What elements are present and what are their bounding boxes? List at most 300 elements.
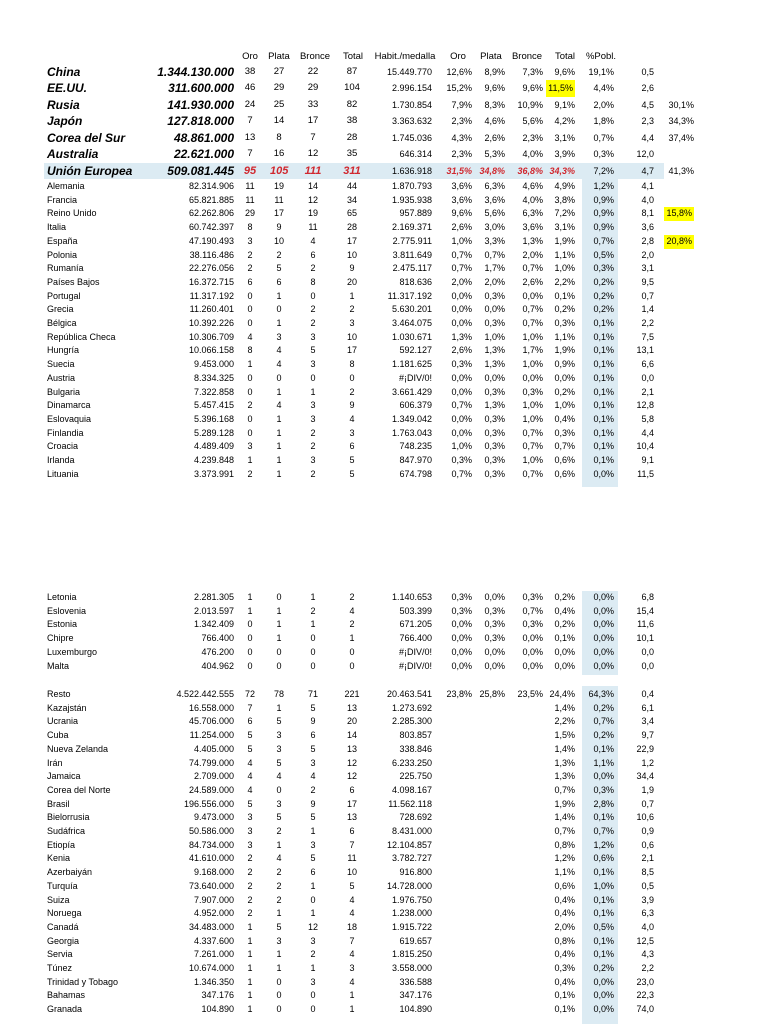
table-row [0, 989, 768, 1003]
bronze-count: 5 [310, 345, 316, 356]
bronze-count: 5 [310, 743, 316, 754]
gold-count: 0 [247, 660, 253, 671]
population: 38.116.486 [189, 249, 234, 260]
country-name: Reino Unido [47, 208, 97, 219]
table-row [0, 454, 768, 468]
ratio: 2,1 [641, 386, 654, 397]
gold-count: 1 [247, 359, 253, 370]
bronze-count: 2 [310, 304, 316, 315]
ratio: 11,5 [637, 468, 654, 479]
pct-population: 0,1% [593, 400, 614, 411]
pct-total: 4,9% [554, 181, 575, 191]
inhabitants-per-medal: 6.233.250 [391, 757, 432, 768]
population: 7.261.000 [193, 949, 234, 960]
country-name: Trinidad y Tobago [47, 976, 119, 987]
inhabitants-per-medal: 347.176 [399, 990, 432, 1001]
population: 65.821.885 [188, 194, 234, 205]
pct-population: 19,1% [588, 67, 614, 77]
pct-population: 0,1% [593, 935, 614, 946]
country-name: Croacia [47, 441, 79, 452]
inhabitants-per-medal: 2.169.371 [391, 222, 432, 233]
pct-total: 9,1% [554, 100, 575, 110]
gold-count: 2 [247, 880, 253, 891]
gold-count: 2 [247, 894, 253, 905]
total-count: 9 [349, 400, 355, 411]
silver-count: 3 [276, 331, 282, 342]
country-name: Irán [47, 757, 63, 768]
table-row [0, 399, 768, 413]
pct-total: 0,7% [554, 784, 575, 795]
country-name: España [47, 235, 78, 246]
pct-total: 1,9% [554, 235, 575, 246]
total-count: 12 [346, 757, 357, 768]
pct-total: 0,4% [554, 908, 575, 919]
inhabitants-per-medal: 2.285.300 [391, 716, 432, 727]
bronze-count: 1 [310, 386, 316, 397]
table-row [0, 935, 768, 949]
inhabitants-per-medal: 3.464.075 [391, 318, 432, 328]
ratio: 6,6 [641, 359, 654, 370]
total-count: 7 [349, 839, 355, 850]
gold-count: 8 [247, 345, 253, 356]
pct-total: 11,5% [546, 80, 575, 97]
pct-silver: 8,9% [484, 67, 505, 77]
pct-silver: 0,3% [484, 455, 505, 465]
inhabitants-per-medal: 12.104.857 [386, 839, 432, 850]
pct-gold: 2,6% [451, 222, 472, 233]
pct-population: 0,0% [593, 646, 614, 657]
inhabitants-per-medal: 1.181.625 [391, 359, 432, 370]
inhabitants-per-medal: 957.889 [399, 208, 432, 219]
table-row [0, 632, 768, 646]
silver-count: 4 [276, 359, 282, 370]
inhabitants-per-medal: 1.273.692 [391, 702, 432, 713]
ratio: 2,3 [641, 116, 654, 126]
bronze-count: 12 [307, 194, 318, 205]
table-row [0, 303, 768, 317]
ratio: 10,1 [636, 633, 654, 644]
pct-total: 1,4% [554, 702, 575, 713]
pct-total: 0,1% [554, 633, 575, 644]
pct-total: 0,1% [554, 290, 575, 301]
total-count: 5 [349, 880, 355, 891]
bronze-count: 3 [310, 331, 316, 342]
silver-count: 78 [273, 689, 284, 699]
pct-population: 0,1% [593, 894, 614, 905]
table-row [0, 317, 768, 331]
population: 4.952.000 [193, 908, 234, 919]
header-pct-bronce: Bronce [511, 51, 543, 62]
total-count: 5 [349, 455, 355, 465]
country-name: Resto [47, 689, 71, 699]
silver-count: 0 [276, 976, 282, 987]
pct-total: 3,8% [554, 194, 575, 205]
silver-count: 1 [276, 619, 282, 630]
table-row [0, 729, 768, 743]
bronze-count: 2 [310, 949, 316, 960]
silver-count: 105 [270, 165, 289, 177]
gold-count: 72 [244, 689, 255, 699]
total-count: 14 [346, 730, 357, 741]
pct-gold: 0,7% [451, 400, 472, 411]
bronze-count: 7 [310, 132, 316, 143]
ratio: 2,6 [641, 83, 654, 93]
pct-population: 0,7% [593, 716, 614, 727]
inhabitants-per-medal: 14.728.000 [386, 880, 432, 891]
gold-count: 5 [247, 743, 253, 754]
total-count: 13 [346, 812, 357, 823]
inhabitants-per-medal: 748.235 [399, 441, 432, 452]
gold-count: 2 [247, 249, 253, 260]
bronze-count: 0 [310, 894, 316, 905]
inhabitants-per-medal: 15.449.770 [386, 67, 432, 77]
header-total: Total [342, 51, 364, 62]
silver-count: 27 [273, 66, 285, 77]
country-name: Nueva Zelanda [47, 743, 109, 754]
gold-count: 2 [247, 908, 253, 919]
pct-gold: 0,0% [451, 318, 472, 328]
total-count: 65 [346, 208, 357, 219]
bronze-count: 0 [310, 372, 316, 383]
inhabitants-per-medal: 1.730.854 [391, 100, 432, 110]
silver-count: 2 [276, 826, 282, 836]
ratio: 2,0 [641, 249, 654, 260]
ratio: 4,1 [641, 181, 654, 191]
bronze-count: 1 [310, 592, 316, 602]
country-name: Letonia [47, 592, 77, 602]
pct-total: 24,4% [549, 689, 575, 699]
silver-count: 29 [273, 82, 285, 93]
bronze-count: 1 [310, 963, 316, 973]
pct-population: 0,3% [593, 263, 614, 274]
gold-count: 11 [245, 194, 255, 205]
pct-silver: 6,3% [484, 181, 505, 191]
pct-population: 0,0% [593, 619, 614, 630]
table-row [0, 852, 768, 866]
inhabitants-per-medal: 1.745.036 [391, 133, 432, 143]
pct-population: 64,3% [588, 689, 614, 699]
pct-silver: 0,3% [484, 468, 505, 479]
ratio: 4,5 [641, 100, 654, 110]
population: 7.907.000 [193, 894, 234, 905]
inhabitants-per-medal: 20.463.541 [386, 689, 432, 699]
silver-count: 5 [276, 716, 282, 727]
bronze-count: 6 [310, 867, 316, 878]
population: 3.373.991 [193, 468, 234, 479]
silver-count: 6 [276, 276, 282, 287]
population: 24.589.000 [188, 784, 234, 795]
pct-total: 1,4% [554, 743, 575, 754]
silver-count: 1 [276, 468, 282, 479]
pct-population: 0,0% [593, 468, 614, 479]
silver-count: 0 [276, 372, 282, 383]
extra-pct: 20,8% [664, 235, 694, 249]
silver-count: 1 [276, 702, 282, 713]
gold-count: 1 [247, 949, 253, 960]
silver-count: 2 [276, 249, 282, 260]
pct-gold: 0,3% [451, 455, 472, 465]
table-row [0, 880, 768, 894]
pct-gold: 31,5% [446, 166, 472, 176]
pct-total: 0,2% [554, 386, 575, 397]
country-name: Bahamas [47, 990, 86, 1001]
table-row [0, 866, 768, 880]
total-count: 8 [349, 359, 355, 370]
country-name: Chipre [47, 633, 74, 644]
pct-bronze: 5,6% [522, 116, 543, 126]
pct-population: 0,9% [593, 194, 614, 205]
country-name: Italia [47, 222, 67, 233]
inhabitants-per-medal: 592.127 [399, 345, 432, 356]
silver-count: 19 [273, 181, 284, 191]
inhabitants-per-medal: #¡DIV/0! [398, 646, 432, 657]
ratio: 0,9 [641, 826, 654, 836]
table-row [0, 1003, 768, 1017]
bronze-count: 22 [307, 66, 319, 77]
pct-gold: 9,6% [451, 208, 472, 219]
extra-pct: 34,3% [668, 116, 694, 126]
ratio: 0,0 [641, 660, 654, 671]
pct-population: 0,5% [593, 249, 614, 260]
population: 10.392.226 [188, 318, 234, 328]
pct-total: 9,6% [554, 67, 575, 77]
ratio: 3,6 [641, 222, 654, 233]
bronze-count: 1 [310, 826, 316, 836]
population: 5.396.168 [193, 413, 234, 424]
gold-count: 29 [244, 208, 255, 219]
table-row [0, 413, 768, 427]
population: 11.254.000 [189, 730, 234, 741]
gold-count: 1 [247, 592, 253, 602]
table-row [0, 64, 768, 81]
inhabitants-per-medal: 3.558.000 [391, 963, 432, 973]
country-name: Finlandia [47, 427, 84, 438]
population: 4.337.600 [193, 935, 234, 946]
bronze-count: 1 [310, 880, 316, 891]
pct-silver: 0,3% [484, 619, 505, 630]
bronze-count: 3 [310, 839, 316, 850]
population: 5.289.128 [193, 427, 234, 438]
pct-silver: 3,3% [484, 235, 505, 246]
table-row [0, 770, 768, 784]
total-count: 6 [349, 826, 355, 836]
silver-count: 5 [276, 263, 282, 274]
pct-population: 0,2% [593, 702, 614, 713]
total-count: 6 [349, 441, 355, 452]
pct-population: 0,1% [593, 949, 614, 960]
ratio: 4,4 [641, 133, 654, 143]
country-name: Alemania [47, 181, 85, 191]
gold-count: 7 [247, 702, 253, 713]
pct-total: 1,0% [554, 400, 575, 411]
silver-count: 3 [276, 935, 282, 946]
table-row [0, 784, 768, 798]
ratio: 12,8 [636, 400, 654, 411]
pct-total: 2,2% [554, 276, 575, 287]
gold-count: 0 [247, 304, 253, 315]
silver-count: 2 [276, 880, 282, 891]
ratio: 4,0 [641, 194, 654, 205]
bronze-count: 0 [310, 646, 316, 657]
silver-count: 1 [276, 290, 282, 301]
population: 16.372.715 [188, 276, 234, 287]
silver-count: 4 [276, 771, 282, 782]
bronze-count: 2 [310, 605, 316, 616]
pct-population: 0,1% [593, 386, 614, 397]
silver-count: 4 [276, 345, 282, 356]
inhabitants-per-medal: 3.782.727 [391, 853, 432, 864]
pct-total: 0,6% [554, 468, 575, 479]
total-count: 1 [349, 990, 355, 1001]
ratio: 0,0 [641, 372, 654, 383]
ratio: 9,5 [641, 276, 654, 287]
inhabitants-per-medal: 11.562.118 [388, 798, 432, 809]
pct-gold: 0,7% [451, 249, 472, 260]
extra-pct: 15,8% [664, 207, 694, 221]
pct-population: 0,1% [593, 455, 614, 465]
table-row [0, 358, 768, 372]
pct-population: 0,1% [593, 908, 614, 919]
table-row [0, 618, 768, 632]
population: 141.930.000 [167, 98, 234, 112]
pct-silver: 0,0% [484, 304, 505, 315]
ratio: 0,4 [641, 689, 654, 699]
gold-count: 0 [247, 427, 253, 438]
pct-silver: 0,7% [484, 249, 505, 260]
silver-count: 1 [276, 386, 282, 397]
table-row [0, 331, 768, 345]
pct-population: 0,3% [593, 784, 614, 795]
silver-count: 3 [276, 798, 282, 809]
country-name: Brasil [47, 798, 70, 809]
bronze-count: 3 [310, 455, 316, 465]
silver-count: 11 [274, 194, 284, 205]
inhabitants-per-medal: 646.314 [399, 149, 432, 159]
country-name: Portugal [47, 290, 81, 301]
table-row [0, 276, 768, 290]
pct-bronze: 4,6% [522, 181, 543, 191]
pct-gold: 1,3% [451, 331, 472, 342]
pct-silver: 8,3% [484, 100, 505, 110]
pct-total: 0,4% [554, 894, 575, 905]
total-count: 0 [349, 372, 355, 383]
gold-count: 3 [247, 235, 253, 246]
inhabitants-per-medal: 3.363.632 [391, 116, 432, 126]
country-name: Ucrania [47, 716, 79, 727]
silver-count: 1 [276, 963, 282, 973]
gold-count: 2 [247, 400, 253, 411]
table-row [0, 825, 768, 839]
pct-total: 0,7% [554, 826, 575, 836]
silver-count: 0 [276, 660, 282, 671]
population: 404.962 [201, 660, 234, 671]
gold-count: 3 [247, 441, 253, 452]
country-name: Australia [47, 147, 99, 161]
table-row [0, 660, 768, 674]
total-count: 44 [346, 181, 357, 191]
pct-gold: 7,9% [451, 100, 472, 110]
country-name: EE.UU. [47, 81, 88, 95]
pct-population: 0,1% [593, 318, 614, 328]
pct-bronze: 0,0% [522, 633, 543, 644]
table-row [0, 907, 768, 921]
pct-population: 0,3% [593, 149, 614, 159]
total-count: 2 [349, 304, 355, 315]
ratio: 4,3 [641, 949, 654, 960]
pct-bronze: 1,0% [522, 331, 543, 342]
pct-population: 0,1% [593, 331, 614, 342]
gold-count: 0 [247, 413, 253, 424]
country-name: Bélgica [47, 318, 77, 328]
inhabitants-per-medal: 1.238.000 [391, 908, 432, 919]
pct-silver: 0,3% [484, 605, 505, 616]
pct-population: 0,1% [593, 867, 614, 878]
country-name: Corea del Sur [47, 131, 126, 145]
inhabitants-per-medal: 1.636.918 [391, 166, 432, 176]
silver-count: 2 [276, 867, 282, 878]
table-row [0, 344, 768, 358]
total-count: 4 [349, 949, 355, 960]
total-count: 12 [346, 771, 357, 782]
ratio: 3,4 [641, 716, 654, 727]
population: 4.489.409 [193, 441, 234, 452]
population: 9.473.000 [193, 812, 234, 823]
pct-population: 0,7% [593, 826, 614, 836]
pct-population: 2,8% [593, 798, 614, 809]
header-pct-pobl: %Pobl. [585, 51, 617, 62]
table-row [0, 798, 768, 812]
total-count: 4 [349, 413, 355, 424]
country-name: China [47, 65, 81, 79]
gold-count: 2 [247, 853, 253, 864]
inhabitants-per-medal: 104.890 [399, 1004, 432, 1015]
inhabitants-per-medal: 671.205 [399, 619, 432, 630]
inhabitants-per-medal: 1.976.750 [391, 894, 432, 905]
pct-gold: 0,0% [451, 413, 472, 424]
total-count: 17 [346, 345, 357, 356]
pct-population: 0,9% [593, 208, 614, 219]
pct-total: 0,3% [554, 427, 575, 438]
total-count: 3 [349, 427, 355, 438]
population: 11.260.401 [189, 304, 234, 315]
gold-count: 7 [247, 115, 253, 126]
inhabitants-per-medal: 1.349.042 [391, 413, 432, 424]
silver-count: 10 [273, 235, 284, 246]
total-count: 0 [349, 660, 355, 671]
total-count: 2 [349, 592, 355, 602]
pct-silver: 4,6% [484, 116, 505, 126]
country-name: Jamaica [47, 771, 81, 782]
inhabitants-per-medal: 803.857 [399, 730, 432, 741]
total-count: 13 [346, 743, 357, 754]
country-name: Irlanda [47, 455, 75, 465]
header-habit-medalla: Habit./medalla [374, 51, 436, 62]
population: 22.621.000 [173, 147, 234, 161]
bronze-count: 2 [310, 263, 316, 274]
pct-silver: 1,7% [484, 263, 505, 274]
population: 48.861.000 [173, 131, 234, 145]
pct-gold: 0,0% [451, 386, 472, 397]
gold-count: 1 [247, 976, 253, 987]
pct-silver: 0,3% [484, 318, 505, 328]
pct-bronze: 6,3% [522, 208, 543, 219]
pct-silver: 0,0% [484, 660, 505, 671]
country-name: Lituania [47, 468, 79, 479]
population: 2.013.597 [193, 605, 234, 616]
bronze-count: 3 [310, 976, 316, 987]
table-row [0, 235, 768, 249]
silver-count: 9 [276, 222, 282, 233]
